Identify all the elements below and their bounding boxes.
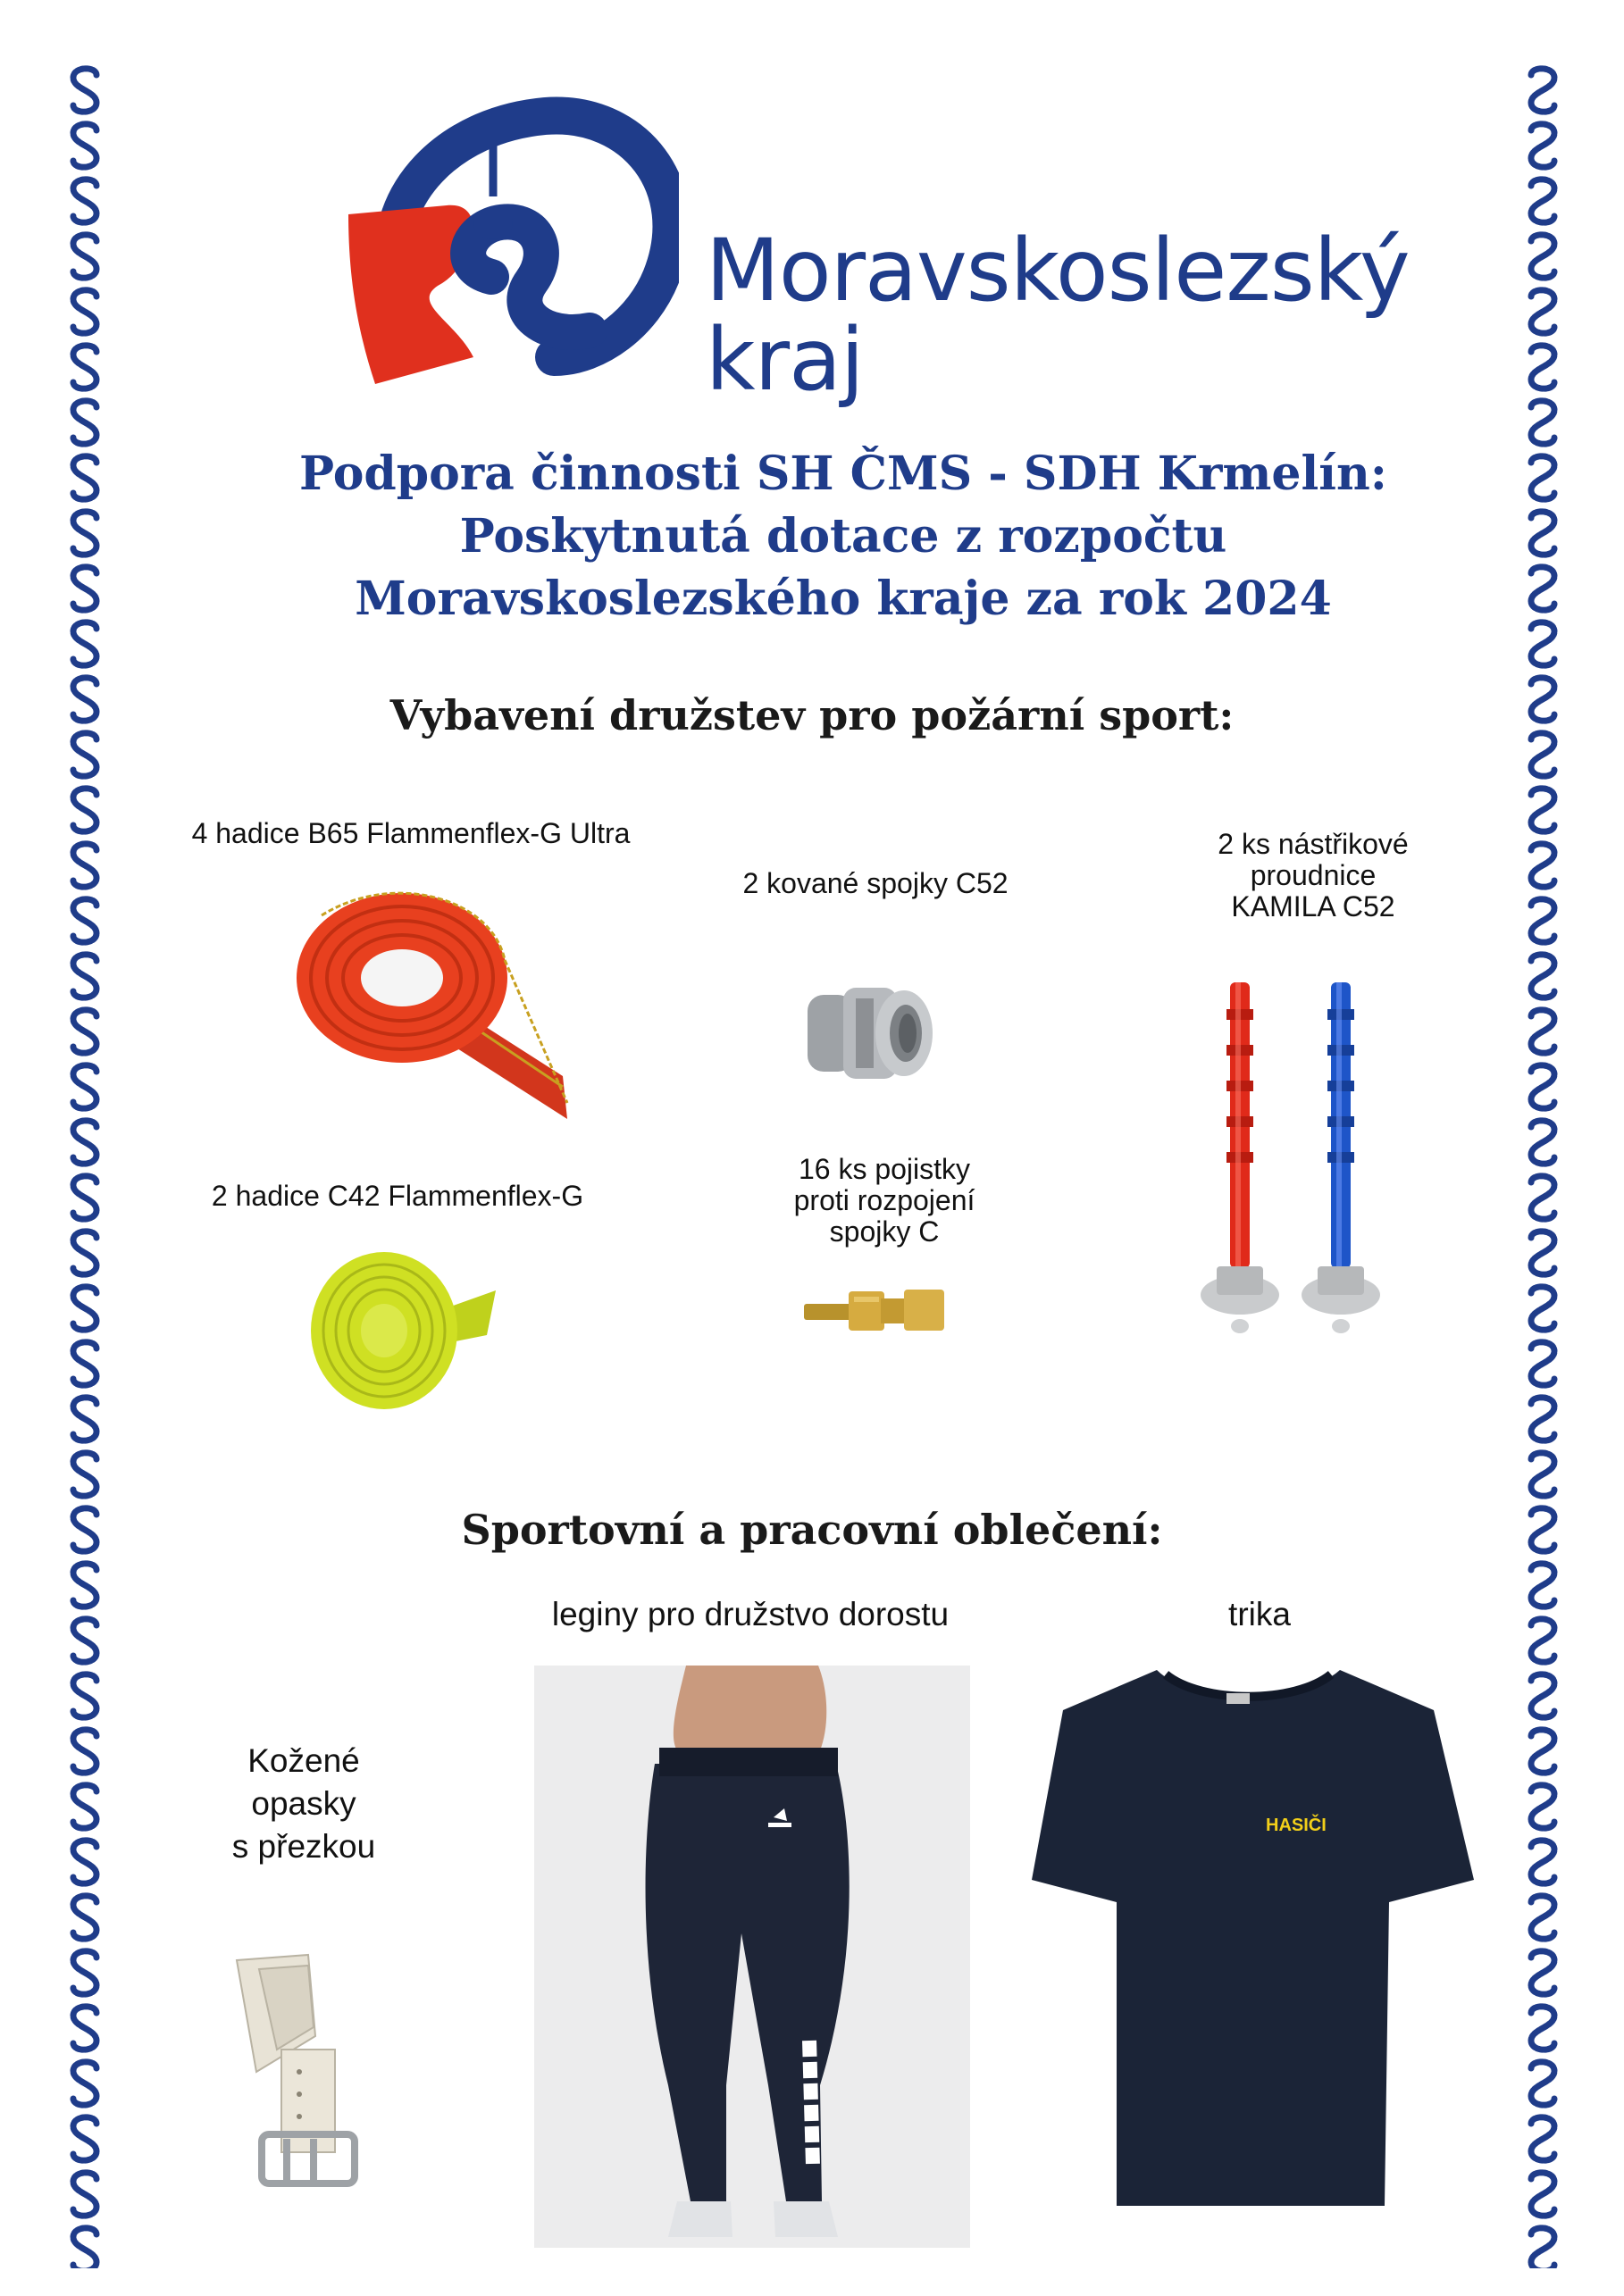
red-hose-image [295,880,572,1125]
right-border-ornament [1517,63,1569,2268]
nozzles-kamila-image [1197,982,1402,1344]
caption-belts-line1: Kožené [247,1742,360,1779]
logo-wordmark-line1: Moravskoslezský [706,221,1410,321]
leggings-image [534,1666,970,2248]
caption-tshirts: trika [1228,1596,1291,1632]
coupling-c52-image [804,982,938,1085]
caption-locks-line2: proti rozpojení [793,1184,975,1217]
caption-nozzles-line2: proudnice [1250,859,1377,892]
logo-wordmark-line2: kraj [706,310,864,410]
left-border-ornament [59,63,111,2268]
page-title-line1: Podpora činnosti SH ČMS - SDH Krmelín: [298,447,1387,501]
caption-nozzles-kamila [1126,829,1501,923]
page-title-line3: Moravskoslezského kraje za rok 2024 [355,572,1332,626]
clothing-heading: Sportovní a pracovní oblečení: [461,1506,1163,1554]
caption-locks [724,1154,1045,1248]
caption-couplings-c52: 2 kované spojky C52 [742,867,1009,899]
tshirt-image [1032,1670,1474,2206]
page-title-line2: Poskytnutá dotace z rozpočtu [459,509,1227,564]
region-logo [339,89,679,411]
tshirt-print-hasici: HASIČI [1266,1816,1327,1835]
caption-locks-line1: 16 ks pojistky [798,1153,971,1185]
caption-belts-line3: s přezkou [231,1828,376,1866]
caption-belts [179,1740,429,1868]
caption-leggings: leginy pro družstvo dorostu [551,1596,950,1632]
belt-image [228,1951,362,2188]
caption-belts-line2: opasky [251,1785,356,1823]
yellow-hose-image [308,1237,500,1415]
equipment-heading: Vybavení družstev pro požární sport: [389,691,1235,739]
caption-nozzles-line3: KAMILA C52 [1231,890,1395,923]
caption-nozzles-line1: 2 ks nástřikové [1218,828,1409,860]
caption-hose-b65: 4 hadice B65 Flammenflex-G Ultra [191,817,631,849]
caption-hose-c42: 2 hadice C42 Flammenflex-G [211,1180,584,1212]
region-emblem-icon [339,89,679,411]
caption-locks-line3: spojky C [829,1215,940,1248]
coupling-lock-image [804,1286,951,1335]
